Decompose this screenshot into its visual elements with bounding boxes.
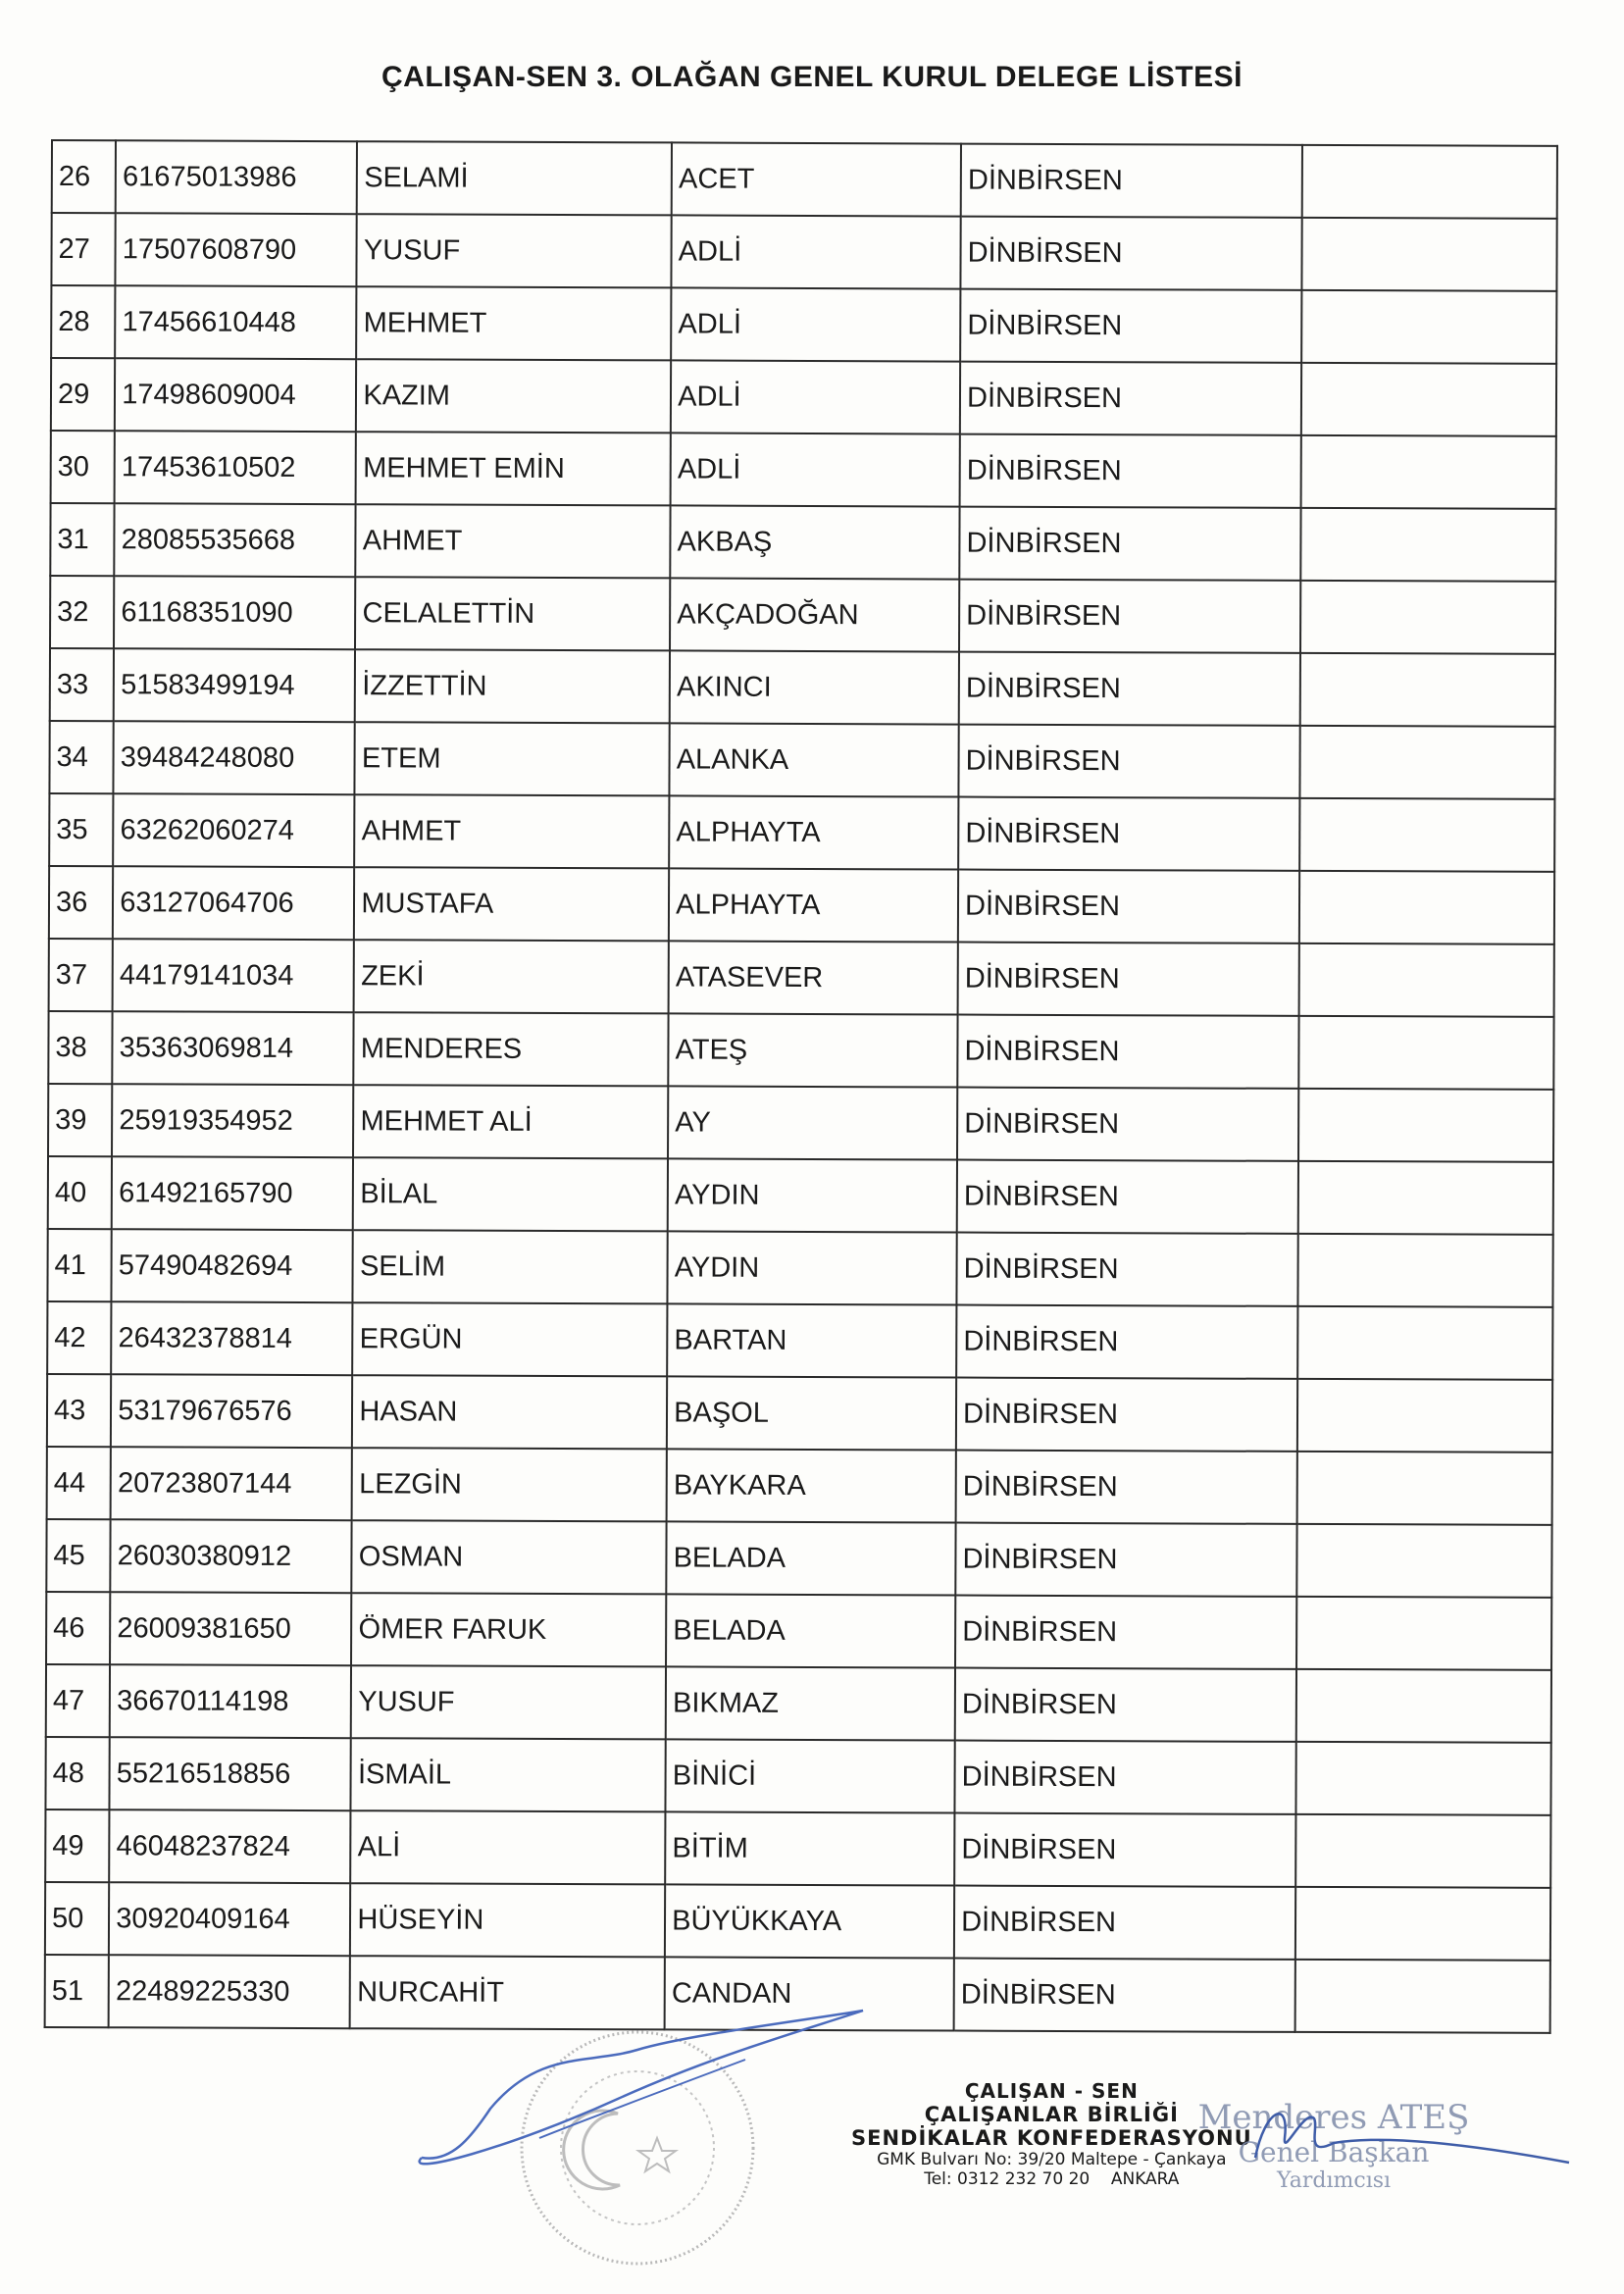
cell-no: 50 <box>45 1882 110 1955</box>
cell-empty <box>1298 871 1554 944</box>
cell-sendika: DİNBİRSEN <box>960 362 1301 435</box>
cell-no: 38 <box>48 1011 113 1084</box>
cell-soyad: ALANKA <box>670 723 959 796</box>
cell-sendika: DİNBİRSEN <box>959 652 1300 726</box>
cell-sendika: DİNBİRSEN <box>955 1668 1296 1742</box>
cell-ad: MUSTAFA <box>354 867 669 941</box>
cell-ad: CELALETTİN <box>355 577 670 650</box>
cell-soyad: BAŞOL <box>667 1376 956 1450</box>
stamp-role-2: Yardımcısı <box>1276 2168 1392 2194</box>
cell-no: 29 <box>51 358 116 431</box>
cell-no: 37 <box>49 939 114 1011</box>
cell-no: 45 <box>46 1519 111 1592</box>
cell-sendika: DİNBİRSEN <box>958 943 1299 1016</box>
cell-tc: 51583499194 <box>114 648 355 722</box>
cell-empty <box>1301 290 1557 364</box>
cell-no: 31 <box>50 503 115 576</box>
table-row <box>50 503 1555 582</box>
signature-icon <box>392 1991 883 2187</box>
cell-soyad: AKBAŞ <box>670 505 959 579</box>
cell-empty <box>1296 1379 1552 1453</box>
cell-empty <box>1296 1597 1552 1670</box>
cell-soyad: BELADA <box>666 1521 955 1595</box>
cell-tc: 61492165790 <box>112 1156 353 1230</box>
table-row <box>47 1301 1552 1380</box>
cell-ad: ERGÜN <box>353 1302 668 1376</box>
cell-empty <box>1299 798 1555 872</box>
cell-tc: 63127064706 <box>113 866 354 940</box>
cell-soyad: AYDIN <box>668 1231 957 1304</box>
cell-empty <box>1295 1669 1551 1743</box>
cell-ad: HÜSEYİN <box>350 1883 665 1957</box>
cell-ad: MENDERES <box>354 1012 669 1086</box>
cell-ad: LEZGİN <box>352 1448 667 1521</box>
cell-ad: YUSUF <box>351 1665 666 1739</box>
cell-empty <box>1297 1234 1553 1307</box>
table-row <box>48 1156 1553 1235</box>
stamp-person-name: Menderes ATEŞ <box>1197 2098 1470 2137</box>
table-row <box>45 1882 1550 1961</box>
stamp-role-1: Genel Başkan <box>1238 2136 1430 2169</box>
cell-soyad: BAYKARA <box>667 1449 956 1522</box>
cell-no: 44 <box>47 1447 112 1519</box>
cell-no: 27 <box>51 213 116 285</box>
cell-no: 33 <box>50 648 115 721</box>
cell-no: 28 <box>51 285 116 358</box>
cell-soyad: BARTAN <box>667 1303 956 1377</box>
cell-ad: ETEM <box>355 722 670 795</box>
cell-no: 36 <box>49 866 114 939</box>
cell-soyad: ADLİ <box>671 360 960 433</box>
signature-2-icon <box>1196 2089 1589 2177</box>
cell-ad: SELAMİ <box>357 141 672 215</box>
cell-empty <box>1295 1742 1551 1815</box>
cell-ad: MEHMET ALİ <box>353 1085 668 1158</box>
cell-soyad: BELADA <box>666 1594 955 1667</box>
cell-tc: 61675013986 <box>116 140 357 214</box>
cell-ad: İZZETTİN <box>355 649 670 723</box>
cell-empty <box>1296 1452 1552 1525</box>
cell-soyad: ADLİ <box>671 287 960 361</box>
table-row <box>51 358 1556 436</box>
table-row <box>46 1592 1551 1670</box>
cell-empty <box>1301 145 1557 219</box>
stamp-address: GMK Bulvarı No: 39/20 Maltepe - Çankaya <box>877 2150 1227 2169</box>
cell-tc: 36670114198 <box>110 1664 351 1738</box>
cell-empty <box>1297 1161 1553 1235</box>
cell-empty <box>1295 1814 1551 1888</box>
cell-no: 48 <box>45 1737 110 1810</box>
cell-soyad: AY <box>668 1086 957 1159</box>
stamp-city: ANKARA <box>1110 2169 1180 2189</box>
stamp-line-1: ÇALIŞAN - SEN <box>964 2079 1139 2103</box>
cell-no: 51 <box>45 1955 110 2027</box>
cell-no: 41 <box>47 1229 112 1301</box>
cell-empty <box>1294 1960 1550 2033</box>
cell-ad: HASAN <box>352 1375 667 1449</box>
cell-tc: 26030380912 <box>111 1519 352 1593</box>
cell-sendika: DİNBİRSEN <box>956 1451 1297 1524</box>
table-row <box>47 1229 1552 1307</box>
cell-tc: 25919354952 <box>112 1084 353 1157</box>
table-row <box>52 140 1557 219</box>
cell-sendika: DİNBİRSEN <box>955 1741 1296 1814</box>
cell-sendika: DİNBİRSEN <box>954 1813 1295 1887</box>
cell-sendika: DİNBİRSEN <box>959 507 1300 581</box>
cell-tc: 17453610502 <box>115 431 356 504</box>
cell-empty <box>1298 1016 1554 1090</box>
cell-tc: 35363069814 <box>113 1011 354 1085</box>
cell-tc: 17456610448 <box>115 285 356 359</box>
cell-empty <box>1294 1887 1550 1961</box>
cell-empty <box>1298 1089 1554 1162</box>
cell-sendika: DİNBİRSEN <box>956 1378 1297 1452</box>
cell-sendika: DİNBİRSEN <box>960 289 1301 363</box>
cell-ad: ZEKİ <box>354 940 669 1013</box>
table-row <box>49 721 1554 799</box>
cell-sendika: DİNBİRSEN <box>957 1088 1298 1161</box>
cell-soyad: ATASEVER <box>669 941 958 1014</box>
cell-sendika: DİNBİRSEN <box>957 1160 1298 1234</box>
cell-sendika: DİNBİRSEN <box>955 1523 1296 1597</box>
cell-no: 42 <box>47 1301 112 1374</box>
table-row <box>51 431 1556 509</box>
cell-empty <box>1300 508 1556 582</box>
cell-tc: 22489225330 <box>109 1955 350 2028</box>
cell-sendika: DİNBİRSEN <box>957 1015 1298 1089</box>
table-row <box>50 576 1555 654</box>
table-row <box>47 1374 1552 1453</box>
table-row <box>51 213 1556 291</box>
cell-ad: NURCAHİT <box>350 1956 665 2029</box>
cell-ad: AHMET <box>355 794 670 868</box>
cell-ad: MEHMET EMİN <box>356 432 671 505</box>
page-title: ÇALIŞAN-SEN 3. OLAĞAN GENEL KURUL DELEGE LİSTESİ <box>381 61 1243 93</box>
cell-soyad: BİTİM <box>665 1811 954 1885</box>
stamp-line-2: ÇALIŞANLAR BİRLİĞİ <box>924 2103 1179 2126</box>
cell-ad: YUSUF <box>357 214 672 287</box>
table-row <box>48 1084 1553 1162</box>
cell-empty <box>1299 726 1555 799</box>
cell-ad: İSMAİL <box>351 1738 666 1811</box>
cell-no: 40 <box>48 1156 113 1229</box>
cell-no: 32 <box>50 576 115 648</box>
cell-soyad: AKINCI <box>670 650 959 724</box>
cell-soyad: ADLİ <box>672 215 961 288</box>
cell-ad: ALİ <box>351 1810 666 1884</box>
delegate-table <box>44 139 1558 2034</box>
cell-tc: 26009381650 <box>110 1592 351 1665</box>
cell-empty <box>1297 1306 1553 1380</box>
stamp-line-3: SENDİKALAR KONFEDERASYONU <box>851 2126 1252 2150</box>
cell-no: 39 <box>48 1084 113 1156</box>
cell-soyad: ACET <box>672 142 961 216</box>
cell-empty <box>1299 653 1555 727</box>
cell-tc: 39484248080 <box>114 721 355 794</box>
cell-empty <box>1296 1524 1552 1598</box>
table-row <box>49 939 1554 1017</box>
table-row <box>46 1664 1551 1743</box>
cell-sendika: DİNBİRSEN <box>961 144 1302 218</box>
cell-soyad: BİNİCİ <box>666 1739 955 1812</box>
cell-empty <box>1301 218 1557 291</box>
cell-no: 35 <box>49 793 114 866</box>
cell-tc: 53179676576 <box>111 1374 352 1448</box>
table-row <box>49 793 1554 872</box>
stamp-phone: Tel: 0312 232 70 20 <box>924 2169 1091 2189</box>
cell-soyad: AKÇADOĞAN <box>670 578 959 651</box>
cell-sendika: DİNBİRSEN <box>959 725 1300 798</box>
cell-empty <box>1298 943 1554 1017</box>
cell-sendika: DİNBİRSEN <box>960 434 1301 508</box>
cell-ad: MEHMET <box>357 286 672 360</box>
cell-ad: ÖMER FARUK <box>351 1593 666 1666</box>
cell-soyad: BIKMAZ <box>666 1666 955 1740</box>
table-row <box>46 1519 1551 1598</box>
cell-tc: 55216518856 <box>110 1737 351 1810</box>
table-row <box>48 1011 1553 1090</box>
cell-sendika: DİNBİRSEN <box>954 1959 1295 2032</box>
cell-ad: AHMET <box>356 504 671 578</box>
cell-no: 34 <box>49 721 114 793</box>
cell-empty <box>1300 581 1556 654</box>
cell-sendika: DİNBİRSEN <box>955 1596 1296 1669</box>
cell-sendika: DİNBİRSEN <box>958 870 1299 943</box>
table-row <box>45 1737 1550 1815</box>
table-row <box>47 1447 1552 1525</box>
cell-no: 26 <box>52 140 117 213</box>
cell-no: 47 <box>46 1664 111 1737</box>
cell-no: 30 <box>51 431 116 503</box>
cell-ad: OSMAN <box>352 1520 667 1594</box>
cell-tc: 46048237824 <box>109 1810 350 1883</box>
table-row <box>49 866 1554 944</box>
cell-ad: SELİM <box>353 1230 668 1303</box>
cell-tc: 61168351090 <box>114 576 355 649</box>
cell-tc: 63262060274 <box>113 793 354 867</box>
table-row <box>51 285 1556 364</box>
cell-soyad: AYDIN <box>668 1158 957 1232</box>
cell-soyad: ALPHAYTA <box>669 795 958 869</box>
table-row <box>45 1810 1550 1888</box>
cell-tc: 17507608790 <box>116 213 357 286</box>
cell-sendika: DİNBİRSEN <box>957 1233 1298 1306</box>
cell-soyad: CANDAN <box>665 1957 954 2030</box>
cell-tc: 44179141034 <box>113 939 354 1012</box>
cell-sendika: DİNBİRSEN <box>959 580 1300 653</box>
cell-ad: BİLAL <box>353 1157 668 1231</box>
cell-sendika: DİNBİRSEN <box>954 1886 1295 1960</box>
cell-soyad: ADLİ <box>671 433 960 506</box>
cell-tc: 17498609004 <box>115 358 356 432</box>
cell-soyad: ATEŞ <box>668 1013 957 1087</box>
cell-tc: 57490482694 <box>112 1229 353 1302</box>
cell-empty <box>1300 363 1556 436</box>
cell-tc: 26432378814 <box>111 1301 352 1375</box>
cell-ad: KAZIM <box>356 359 671 433</box>
cell-tc: 30920409164 <box>109 1882 350 1956</box>
cell-sendika: DİNBİRSEN <box>956 1305 1297 1379</box>
cell-sendika: DİNBİRSEN <box>958 797 1299 871</box>
cell-sendika: DİNBİRSEN <box>960 217 1301 290</box>
cell-tc: 28085535668 <box>115 503 356 577</box>
cell-no: 46 <box>46 1592 111 1664</box>
cell-no: 49 <box>45 1810 110 1882</box>
table-row <box>50 648 1555 727</box>
cell-soyad: BÜYÜKKAYA <box>665 1884 954 1958</box>
cell-empty <box>1300 435 1556 509</box>
cell-no: 43 <box>47 1374 112 1447</box>
cell-soyad: ALPHAYTA <box>669 868 958 942</box>
cell-tc: 20723807144 <box>111 1447 352 1520</box>
